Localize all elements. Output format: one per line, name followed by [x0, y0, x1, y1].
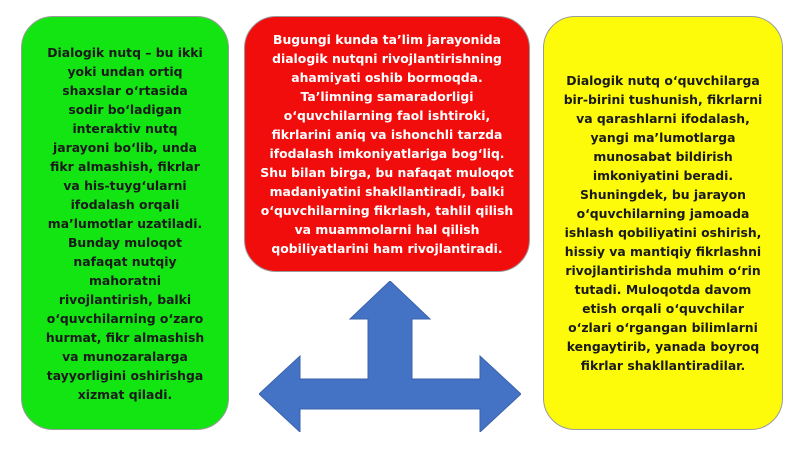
right-text-box — [543, 16, 783, 430]
left-text-box — [21, 16, 229, 430]
left-box-text: Dialogik nutq – bu ikki yoki undan ortiq shaxslar o‘rtasida sodir bo‘ladigan interaktiv nutq jarayoni bo‘lib, unda fikr almashish, fikrlar va his-tuyg‘ularni ifodalash orqali ma’lumotlar uzatiladi. Bunday muloqot nafaqat nutqiy mahoratni rivojlantirish, balki o‘quvchilarning o‘zaro hurmat, fikr almashish va munozaralarga tayyorligini oshirishga xizmat qiladi. — [45, 44, 205, 402]
three-way-arrow-icon — [259, 281, 521, 432]
center-box-text: Bugungi kunda ta’lim jarayonida dialogik nutqni rivojlantirishning ahamiyati oshib bormoqda. Ta’limning samaradorligi o‘quvchilarning faol ishtiroki, fikrlarini aniq va ishonchli tarzda ifodalash imkoniyatlariga bog‘liq. Shu bilan birga, bu nafaqat muloqot madaniyatini shakllantiradi, balki o‘quvchilarning fikrlash, tahlil qilish va muammolarni hal qilish qobiliyatlarini ham rivojlantiradi. — [260, 32, 514, 256]
arrow-shape — [259, 281, 521, 432]
right-box-text: Dialogik nutq o‘quvchilarga bir-birini tushunish, fikrlarni va qarashlarni ifodalash, yangi ma’lumotlarga munosabat bildirish imkoniyatini beradi. Shuningdek, bu jarayon o‘quvchilarning jamoada ishlash qobiliyatini oshirish, hissiy va mantiqiy fikrlashni rivojlantirishda muhim o‘rin tutadi. Muloqotda davom etish orqali o‘quvchilar o‘zlari o‘rgangan bilimlarni kengaytirib, yanada boyroq fikrlar shakllantiradilar. — [563, 73, 763, 373]
center-text-box — [244, 16, 530, 272]
